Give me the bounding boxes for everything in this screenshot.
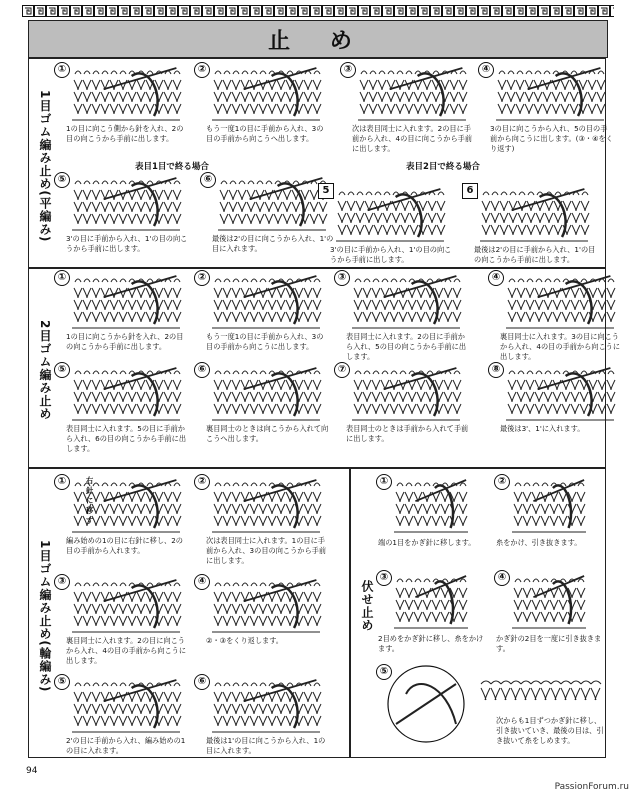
step-number: ②: [194, 62, 210, 78]
knit-fabric-illustration: [70, 366, 182, 424]
step-caption: 糸をかけ、引き抜きます。: [496, 538, 582, 547]
step-caption: 最後は2'の目に手前から入れ、1'の目の向こうから手前に出します。: [474, 245, 596, 264]
step-number: ⑦: [334, 362, 350, 378]
knit-fabric-illustration: [216, 176, 328, 234]
knit-fabric-illustration: [510, 574, 588, 632]
step-caption: 1の目に向こうから針を入れ、2の目の向こうから手前に出します。: [66, 332, 184, 351]
step-caption: 次は表目同士に入れます。2の目に手前から入れ、4の目に向こうから手前に出します。: [352, 124, 473, 153]
knit-fabric-illustration: [350, 274, 462, 332]
step-caption: 最後は2'の目に向こうから入れ、1'の目に入れます。: [212, 234, 334, 253]
step-caption: 表目同士に入れます。2の目に手前から入れ、5の目の向こうから手前に出します。: [346, 332, 467, 361]
step-caption: かぎ針の2目を一度に引き抜きます。: [496, 634, 602, 653]
knit-fabric-illustration: [478, 187, 590, 245]
step-caption: ②・③をくり返します。: [206, 636, 283, 645]
step-number: ①: [376, 474, 392, 490]
needle: [415, 480, 466, 501]
step-caption: 3の目に向こうから入れ、5の目の手前から向こうに出します。(③・④をくり返す): [490, 124, 613, 153]
step-number: ④: [478, 62, 494, 78]
step-number: ⑤: [54, 362, 70, 378]
step-number: ③: [376, 570, 392, 586]
step-number: ③: [340, 62, 356, 78]
step-caption: 表目同士に入れます。5の目に手前から入れ、6の目の向こうから手前に出します。: [66, 424, 187, 453]
side-label-1rib-flat: 1目ゴム編み止め(平編み): [38, 90, 52, 243]
step-caption: 2目めをかぎ針に移し、糸をかけます。: [378, 634, 484, 653]
step-number: ④: [494, 570, 510, 586]
knit-fabric-illustration: [70, 578, 182, 636]
knit-fabric-illustration: [356, 66, 468, 124]
step-number: ⑧: [488, 362, 504, 378]
knit-fabric-illustration: [70, 66, 182, 124]
step-caption: 3'の目に手前から入れ、1'の目の向こうから手前に出します。: [66, 234, 188, 253]
subheading-ends-2-knit: 表目2目で終る場合: [406, 162, 480, 172]
step-caption: 次は表目同士に入れます。1の目に手前から入れ、3の目の向こうから手前に出します。: [206, 536, 327, 565]
knit-fabric-illustration: [210, 274, 322, 332]
step-number: ⑤: [376, 664, 392, 680]
step-caption: 最後は1'の目に向こうから入れ、1の目に入れます。: [206, 736, 326, 755]
step-caption: 裏目同士のときは向こうから入れて向こうへ出します。: [206, 424, 329, 443]
knit-fabric-illustration: [392, 478, 470, 536]
step-number: ③: [334, 270, 350, 286]
step-caption: 裏目同士に入れます。3の目に向こうから入れ、4の目の手前から向こうに出します。: [500, 332, 621, 361]
step-caption: 1の目に向こう側から針を入れ、2の目の向こうから手前に出します。: [66, 124, 184, 143]
needle: [533, 576, 584, 597]
step-caption: 次からも1目ずつかぎ針に移し、引き抜いていき、最後の目は、引き抜いて糸をしめます。: [496, 716, 604, 745]
page-number: 94: [26, 766, 38, 776]
step-caption: 3'の目に手前から入れ、1'の目の向こうから手前に出します。: [330, 245, 452, 264]
step-number: ②: [194, 270, 210, 286]
side-label-2rib: 2目ゴム編み止め: [38, 320, 52, 421]
knit-fabric-illustration: [392, 574, 470, 632]
step-number: ⑤: [54, 172, 70, 188]
knit-fabric-illustration: [504, 366, 616, 424]
step-number: ⑥: [194, 362, 210, 378]
step-number: 6: [462, 183, 478, 199]
side-label-1rib-round: 1目ゴム編み止め(輪編み): [38, 540, 52, 693]
crochet-hook-yarn: [396, 684, 456, 724]
step-caption: 端の1目をかぎ針に移します。: [378, 538, 476, 547]
step-number: ⑥: [194, 674, 210, 690]
step-number: ①: [54, 474, 70, 490]
step-number: ②: [494, 474, 510, 490]
step-caption: 2'の目に手前から入れ、編み始めの1の目に入れます。: [66, 736, 186, 755]
step-number: 5: [318, 183, 334, 199]
knit-fabric-illustration: [210, 678, 322, 736]
subheading-ends-1-knit: 表目1目で終る場合: [135, 162, 209, 172]
knit-fabric-illustration: [494, 66, 606, 124]
knit-fabric-illustration: [334, 187, 446, 245]
step-number: ④: [194, 574, 210, 590]
step-number: ④: [488, 270, 504, 286]
needle: [533, 480, 584, 501]
step-caption: 最後は3'、1'に入れます。: [500, 424, 585, 433]
step-caption: もう一度1の目に手前から入れ、3の目の手前から向こうへ出します。: [206, 124, 324, 143]
knit-fabric-illustration: [504, 274, 616, 332]
page-title: 止 め: [28, 20, 608, 58]
knit-fabric-illustration: [350, 366, 462, 424]
step-caption: 裏目同士に入れます。2の目に向こうから入れ、4の目の手前から向こうに出します。: [66, 636, 187, 665]
knit-fabric-illustration: [210, 478, 322, 536]
knit-fabric-illustration: [70, 176, 182, 234]
knit-fabric-illustration: [70, 274, 182, 332]
step-number: ①: [54, 62, 70, 78]
step-number: ⑤: [54, 674, 70, 690]
step-caption: もう一度1の目に手前から入れ、3の目の手前から向こうに出します。: [206, 332, 324, 351]
watermark: PassionForum.ru: [554, 782, 629, 792]
greek-key-border: [22, 4, 614, 18]
step-label: 右針に移す: [86, 476, 94, 525]
knit-fabric-illustration: [210, 578, 322, 636]
knit-fabric-illustration: [210, 66, 322, 124]
step-number: ⑥: [200, 172, 216, 188]
needle: [415, 576, 466, 597]
knit-fabric-illustration: [210, 366, 322, 424]
knit-fabric-illustration: [510, 478, 588, 536]
step-number: ③: [54, 574, 70, 590]
step-number: ②: [194, 474, 210, 490]
knit-fabric-illustration: [70, 678, 182, 736]
side-label-bind-off: 伏せ止め: [360, 580, 374, 632]
step-caption: 表目同士のときは手前から入れて手前に出します。: [346, 424, 469, 443]
step-number: ①: [54, 270, 70, 286]
step-caption: 編み始めの1の目に右針に移し、2の目の手前から入れます。: [66, 536, 183, 555]
